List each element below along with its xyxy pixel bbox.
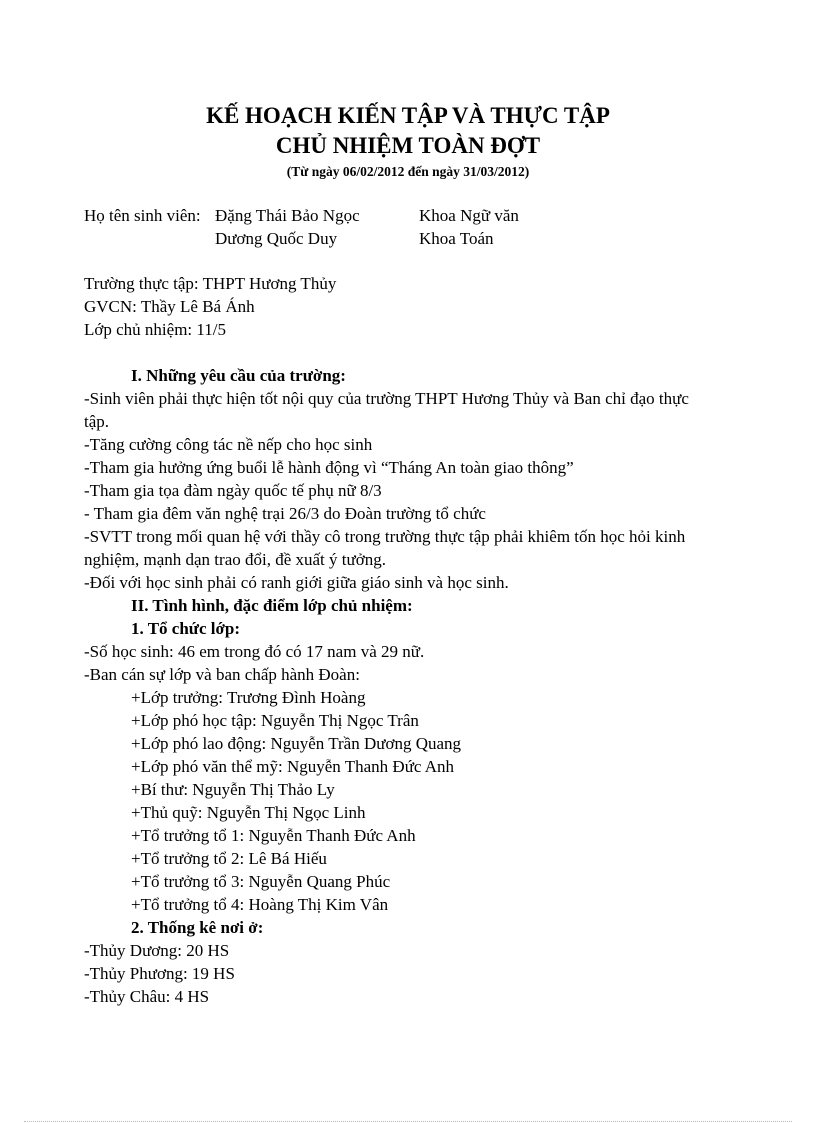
section-1-heading: I. Những yêu cầu của trường: bbox=[131, 366, 346, 385]
homeroom-class: Lớp chủ nhiệm: 11/5 bbox=[84, 320, 226, 339]
board-member: +Bí thư: Nguyễn Thị Thảo Ly bbox=[131, 780, 335, 799]
student-faculty: Khoa Toán bbox=[419, 229, 494, 248]
internship-school: Trường thực tập: THPT Hương Thủy bbox=[84, 274, 337, 293]
requirement-item: -Tăng cường công tác nề nếp cho học sinh bbox=[84, 435, 373, 454]
subsection-heading: 2. Thống kê nơi ở: bbox=[131, 918, 264, 937]
requirement-item: nghiệm, mạnh dạn trao đổi, đề xuất ý tưởng. bbox=[84, 550, 386, 569]
homeroom-teacher: GVCN: Thầy Lê Bá Ánh bbox=[84, 297, 255, 316]
requirement-item: -Tham gia tọa đàm ngày quốc tế phụ nữ 8/3 bbox=[84, 481, 382, 500]
student-count: -Số học sinh: 46 em trong đó có 17 nam và 29 nữ. bbox=[84, 642, 425, 661]
board-member: +Tổ trưởng tổ 1: Nguyễn Thanh Đức Anh bbox=[131, 826, 416, 845]
residence-item: -Thủy Châu: 4 HS bbox=[84, 987, 210, 1006]
board-label: -Ban cán sự lớp và ban chấp hành Đoàn: bbox=[84, 665, 360, 684]
board-member: +Tổ trưởng tổ 3: Nguyễn Quang Phúc bbox=[131, 872, 391, 891]
requirement-item: -SVTT trong mối quan hệ với thầy cô trong trường thực tập phải khiêm tốn học hỏi kinh bbox=[84, 527, 686, 546]
board-member: +Thủ quỹ: Nguyễn Thị Ngọc Linh bbox=[131, 803, 366, 822]
requirement-item: -Sinh viên phải thực hiện tốt nội quy của trường THPT Hương Thủy và Ban chỉ đạo thực bbox=[84, 389, 689, 408]
board-member: +Lớp trưởng: Trương Đình Hoàng bbox=[131, 688, 366, 707]
board-member: +Tổ trưởng tổ 2: Lê Bá Hiếu bbox=[131, 849, 327, 868]
requirement-item: tập. bbox=[84, 412, 110, 431]
board-member: +Lớp phó lao động: Nguyễn Trần Dương Quang bbox=[131, 734, 462, 753]
page-bottom-divider bbox=[24, 1121, 792, 1122]
document-dates: (Từ ngày 06/02/2012 đến ngày 31/03/2012) bbox=[286, 164, 530, 179]
subsection-heading: 1. Tổ chức lớp: bbox=[131, 619, 241, 638]
student-faculty: Khoa Ngữ văn bbox=[419, 206, 519, 225]
student-name: Dương Quốc Duy bbox=[215, 229, 338, 248]
residence-item: -Thủy Dương: 20 HS bbox=[84, 941, 230, 960]
students-label: Họ tên sinh viên: bbox=[84, 206, 201, 225]
student-name: Đặng Thái Bảo Ngọc bbox=[215, 206, 360, 225]
section-2-heading: II. Tình hình, đặc điểm lớp chủ nhiệm: bbox=[131, 596, 413, 615]
requirement-item: -Đối với học sinh phải có ranh giới giữa giáo sinh và học sinh. bbox=[84, 573, 509, 592]
requirement-item: -Tham gia hưởng ứng buổi lễ hành động vì “Tháng An toàn giao thông” bbox=[84, 458, 574, 477]
residence-item: -Thủy Phương: 19 HS bbox=[84, 964, 235, 983]
document-subtitle: CHỦ NHIỆM TOÀN ĐỢT bbox=[275, 133, 541, 158]
document-title: KẾ HOẠCH KIẾN TẬP VÀ THỰC TẬP bbox=[206, 103, 610, 128]
board-member: +Lớp phó học tập: Nguyễn Thị Ngọc Trân bbox=[131, 711, 419, 730]
board-member: +Tổ trưởng tổ 4: Hoàng Thị Kim Vân bbox=[131, 895, 389, 914]
board-member: +Lớp phó văn thể mỹ: Nguyễn Thanh Đức Anh bbox=[131, 757, 455, 776]
requirement-item: - Tham gia đêm văn nghệ trại 26/3 do Đoàn trường tổ chức bbox=[84, 504, 486, 523]
